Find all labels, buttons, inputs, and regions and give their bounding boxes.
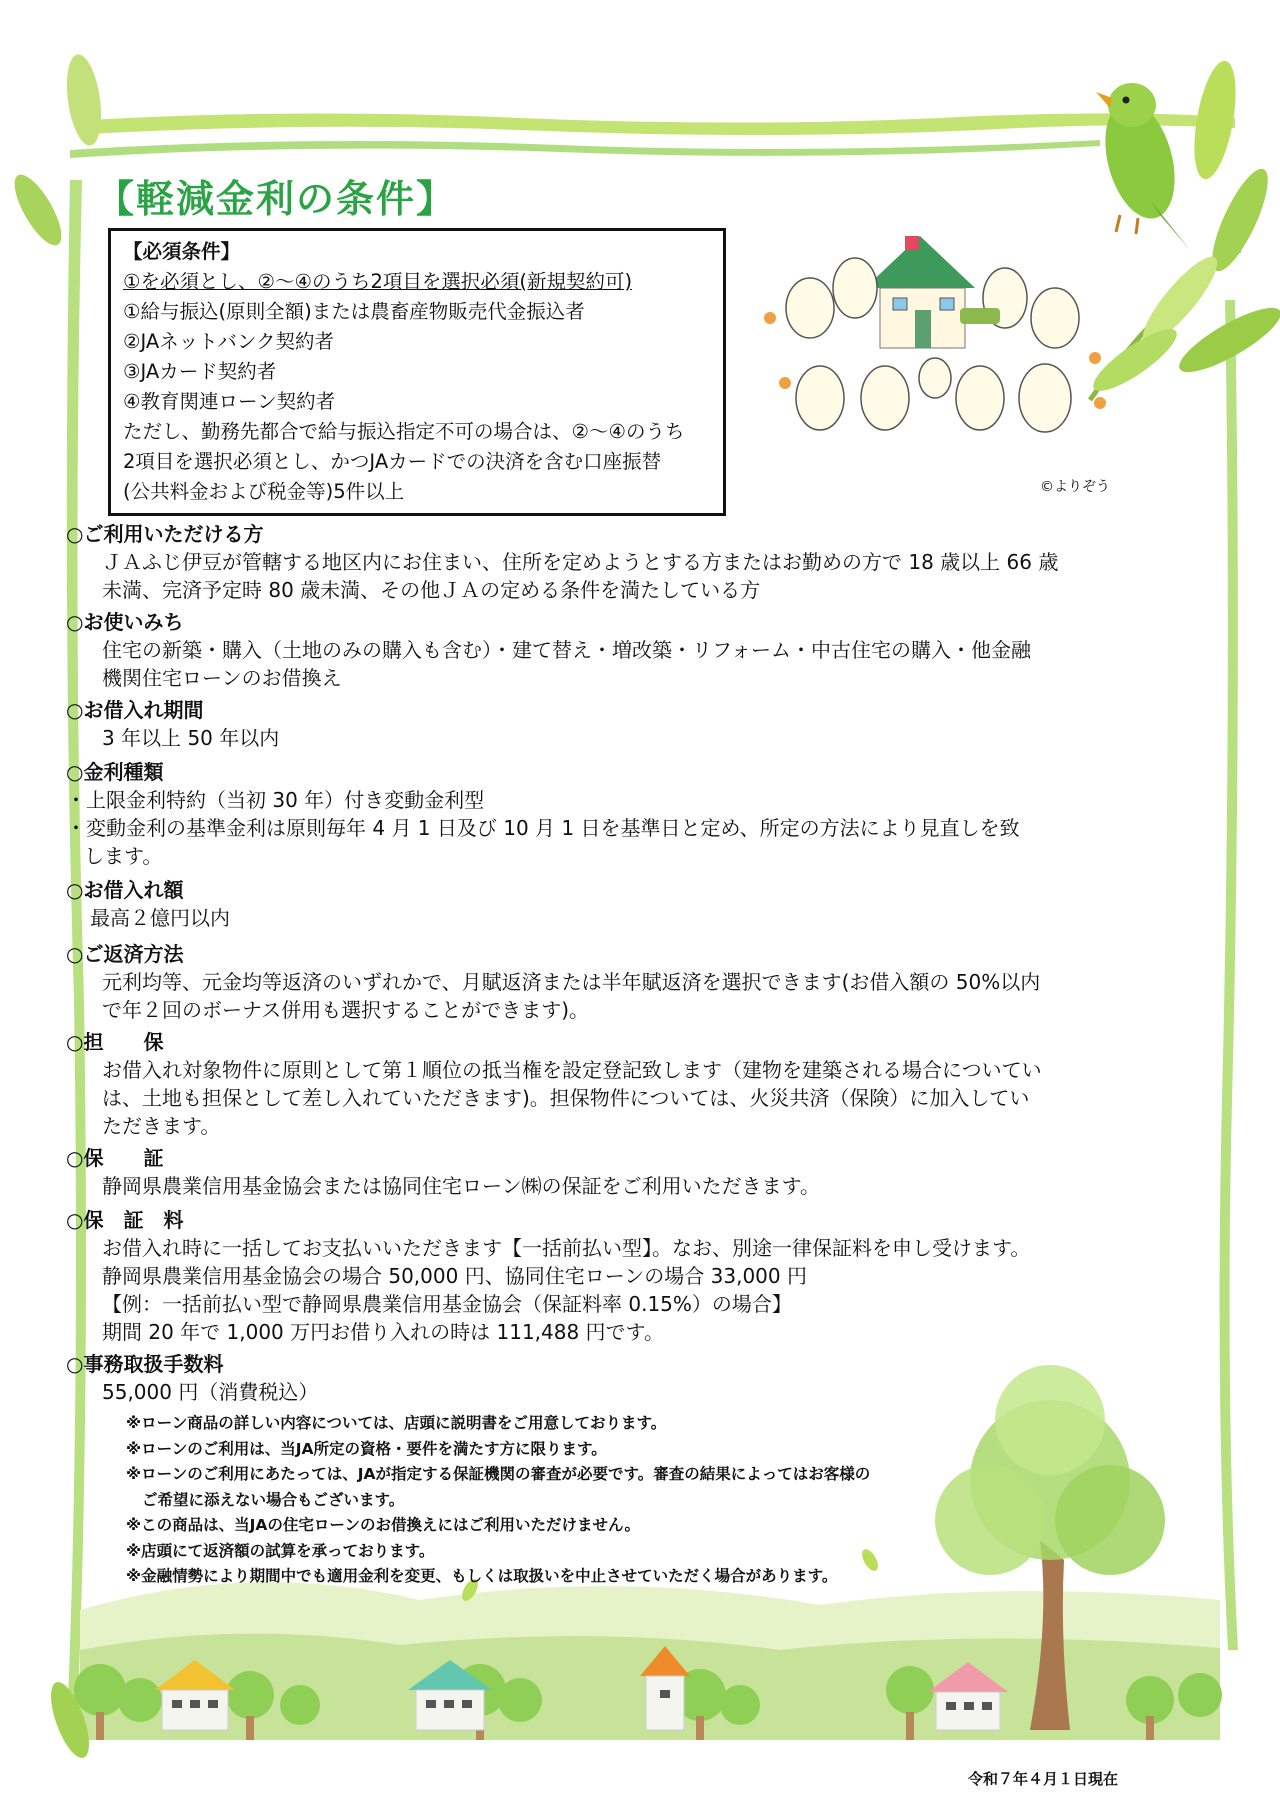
section-amount [66, 876, 1236, 932]
section-body [66, 724, 1236, 752]
section-body [66, 1172, 1236, 1200]
section-body [66, 1234, 1236, 1346]
required-line: ただし、勤務先都合で給与振込指定不可の場合は、②～④のうち [123, 420, 685, 443]
section-handling-fee [66, 1350, 1236, 1406]
section-body [66, 1056, 1236, 1140]
bullet-line: ・上限金利特約（当初 30 年）付き変動金利型 [66, 788, 485, 812]
notes-list [126, 1411, 1086, 1590]
top-leaf-band [90, 113, 1235, 135]
required-line: 2項目を選択必須とし、かつJAカードでの決済を含む口座振替 [123, 450, 662, 473]
section-heading: ○事務取扱手数料 [66, 1352, 224, 1376]
section-heading: ○金利種類 [66, 760, 164, 784]
body-line: 静岡県農業信用基金協会または協同住宅ローン㈱の保証をご利用いただきます。 [102, 1174, 820, 1198]
illustration-credit: ©よりぞう [1040, 479, 1110, 495]
mascot-illustration [755, 228, 1125, 498]
required-line: ①を必須とし、②～④のうち2項目を選択必須(新規契約可) [123, 270, 633, 293]
note-item: ※ローンのご利用にあたっては、JAが指定する保証機関の審査が必要です。審査の結果によってはお客様の [126, 1465, 871, 1483]
body-line: 【例：一括前払い型で静岡県農業信用基金協会（保証料率 0.15%）の場合】 [102, 1292, 792, 1316]
bullet-item [66, 814, 1236, 870]
body-line: 機関住宅ローンのお借換え [102, 666, 342, 690]
house-icon [865, 236, 975, 348]
section-collateral [66, 1028, 1236, 1140]
section-heading: ○お借入れ期間 [66, 698, 204, 722]
section-repayment [66, 940, 1236, 1024]
body-line: 住宅の新築・購入（土地のみの購入も含む）・建て替え・増改築・リフォーム・中古住宅の購入・他金融 [102, 638, 1031, 662]
section-guarantee-fee [66, 1206, 1236, 1346]
leaf-icon [6, 168, 70, 251]
body-line: 期間 20 年で 1,000 万円お借り入れの時は 111,488 円です。 [102, 1320, 664, 1344]
section-usage [66, 608, 1236, 692]
required-line: ①給与振込(原則全額)または農畜産物販売代金振込者 [123, 300, 585, 323]
section-heading: ○担 保 [66, 1030, 164, 1054]
section-eligibility [66, 520, 1236, 604]
bullet-item [66, 786, 1236, 814]
section-heading: ○お使いみち [66, 610, 184, 634]
body-line: お借入れ対象物件に原則として第１順位の抵当権を設定登記致します（建物を建築される場合についてい [102, 1058, 1042, 1082]
section-heading: ○保 証 料 [66, 1208, 184, 1232]
body-line: は、土地も担保として差し入れていただきます)。担保物件については、火災共済（保険）に加入してい [102, 1086, 1030, 1110]
page-title: 【軽減金利の条件】 [96, 177, 457, 221]
top-leaf-band-2 [70, 140, 1100, 158]
section-term [66, 696, 1236, 752]
required-conditions-box [108, 228, 726, 516]
section-heading: ○お借入れ額 [66, 878, 184, 902]
required-line: ④教育関連ローン契約者 [123, 390, 336, 413]
section-heading: ○ご返済方法 [66, 942, 184, 966]
body-line: 最高２億円以内 [90, 906, 230, 930]
body-line: で年２回のボーナス併用も選択することができます)。 [102, 998, 590, 1022]
effective-date: 令和７年４月１日現在 [968, 1770, 1119, 1788]
section-body [66, 968, 1236, 1024]
section-body [66, 548, 1236, 604]
body-line: 3 年以上 50 年以内 [102, 726, 280, 750]
bird-icon [1094, 83, 1190, 250]
required-line: (公共料金および税金等)5件以上 [123, 480, 405, 503]
body-line: 未満、完済予定時 80 歳未満、その他ＪＡの定める条件を満たしている方 [102, 578, 761, 602]
body-line: 元利均等、元金均等返済のいずれかで、月賦返済または半年賦返済を選択できます(お借入額の 50%以内 [102, 970, 1041, 994]
section-heading: ○保 証 [66, 1146, 164, 1170]
body-line: 55,000 円（消費税込） [102, 1380, 319, 1404]
required-line: ②JAネットバンク契約者 [123, 330, 334, 353]
section-heading: ○ご利用いただける方 [66, 522, 264, 546]
section-rate-type [66, 758, 1236, 870]
section-body [66, 904, 1236, 932]
body-line: ＪＡふじ伊豆が管轄する地区内にお住まい、住所を定めようとする方またはお勤めの方で 18 歳以上 66 歳 [102, 550, 1059, 574]
section-body [66, 636, 1236, 692]
required-heading: 【必須条件】 [123, 240, 241, 263]
note-item: ※この商品は、当JAの住宅ローンのお借換えにはご利用いただけません。 [126, 1516, 640, 1534]
body-line: ただきます。 [102, 1114, 221, 1138]
planter [960, 308, 1000, 324]
section-body [66, 1378, 1236, 1406]
body-line: お借入れ時に一括してお支払いいただきます【一括前払い型】。なお、別途一律保証料を申し受けます。 [102, 1236, 1031, 1260]
note-item: ※ローンのご利用は、当JA所定の資格・要件を満たす方に限ります。 [126, 1439, 607, 1458]
note-item: ご希望に添えない場合もございます。 [142, 1490, 405, 1509]
required-line: ③JAカード契約者 [123, 360, 277, 383]
body-line: 静岡県農業信用基金協会の場合 50,000 円、協同住宅ローンの場合 33,000 円 [102, 1264, 807, 1288]
section-guarantee [66, 1144, 1236, 1200]
note-item: ※店頭にて返済額の試算を承っております。 [126, 1541, 435, 1560]
bullet-line: します。 [84, 844, 163, 868]
note-item: ※ローン商品の詳しい内容については、店頭に説明書をご用意しております。 [126, 1414, 667, 1432]
note-item: ※金融情勢により期間中でも適用金利を変更、もしくは取扱いを中止させていただく場合があります。 [126, 1567, 838, 1585]
bullet-line: ・変動金利の基準金利は原則毎年 4 月 1 日及び 10 月 1 日を基準日と定め、所定の方法により見直しを致 [66, 816, 1020, 840]
